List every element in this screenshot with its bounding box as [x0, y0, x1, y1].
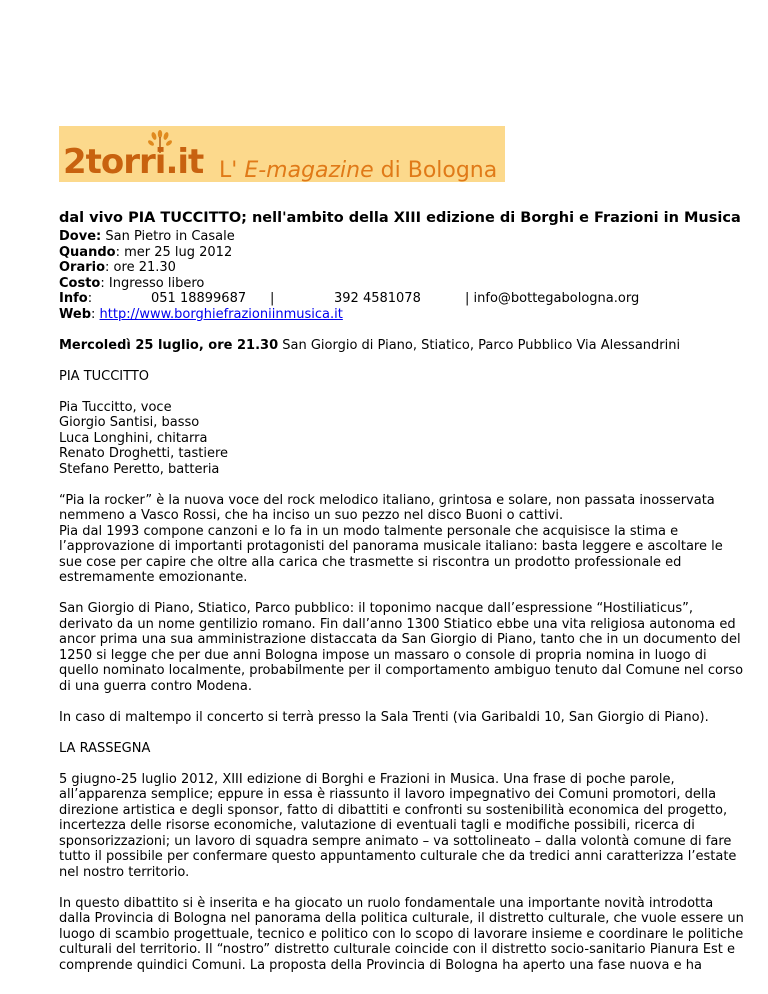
- event-web: [59, 307, 745, 323]
- info-colon: :: [87, 291, 93, 306]
- text-line: San Giorgio di Piano, Stiatico, Parco pubblico: il toponimo nacque dall’espressione “Hostiliaticus”,: [59, 601, 694, 616]
- quando-value: : mer 25 lug 2012: [115, 244, 233, 260]
- text-line: incertezza delle risorse economiche, valutazione di eventuali tagli e modifiche possibili, ricerca di: [59, 818, 695, 833]
- text-line: l’approvazione di importanti protagonisti del panorama musicale italiano: basta leggere e ascoltare le: [59, 539, 723, 554]
- site-tagline: [219, 159, 497, 183]
- costo-value: : Ingresso libero: [100, 275, 205, 291]
- lineup-item: Giorgio Santisi, basso: [59, 415, 200, 430]
- web-colon: :: [91, 306, 100, 322]
- event-title: dal vivo PIA TUCCITTO; nell'ambito della XIII edizione di Borghi e Frazioni in Musica: [59, 210, 741, 226]
- text-line: ancor prima una sua amministrazione distaccata da San Giorgio di Piano, tanto che in un documento del: [59, 632, 741, 647]
- text-line: 1250 si legge che per due anni Bologna impose un massaro o console di propria nomina in luogo di: [59, 647, 707, 663]
- tagline-suffix: di Bologna: [373, 158, 498, 183]
- text-line: nel nostro territorio.: [59, 864, 190, 880]
- orario-label: Orario: [59, 260, 106, 275]
- paragraph-artist: [59, 493, 745, 586]
- text-line: tutto il possibile per confermare questo appuntamento culturale che da tredici anni caratterizza l’estate: [59, 849, 737, 864]
- site-logo[interactable]: [61, 127, 211, 179]
- artist-heading: PIA TUCCITTO: [59, 368, 150, 384]
- event-date: [59, 245, 745, 261]
- dove-value: San Pietro in Casale: [101, 229, 235, 244]
- site-banner[interactable]: [59, 126, 505, 182]
- text-line: direzione artistica e degli sponsor, fatto di dibattiti e confronti su sostenibilità economica del progetto,: [59, 802, 728, 818]
- lineup-item: Renato Droghetti, tastiere: [59, 446, 229, 461]
- text-line: derivato da un nome gentilizio romano. Fin dall’anno 1300 Stiatico ebbe una vita religiosa autonoma ed: [59, 616, 736, 632]
- info-label: Info: [59, 291, 88, 306]
- text-line: Pia dal 1993 compone canzoni e lo fa in un modo talmente personale che acquisisce la stima e: [59, 523, 679, 539]
- paragraph-distretto: [59, 896, 745, 974]
- lineup-item: Stefano Peretto, batteria: [59, 461, 220, 477]
- event-info: [59, 291, 745, 307]
- text-line: all’apparenza semplice; eppure in essa è riassunto il lavoro impegnativo dei Comuni promotori, della: [59, 787, 717, 802]
- text-line: comprende quindici Comuni. La proposta della Provincia di Bologna ha aperto una fase nuova e ha: [59, 957, 702, 973]
- event-cost: [59, 276, 745, 292]
- event-date-line: [59, 338, 745, 354]
- lineup-item: Pia Tuccitto, voce: [59, 399, 172, 415]
- event-location: [59, 229, 745, 245]
- text-line: nemmeno a Vasco Rossi, che ha inciso un suo pezzo nel disco Buoni o cattivi.: [59, 508, 564, 523]
- lineup-item: Luca Longhini, chitarra: [59, 430, 208, 446]
- tagline-prefix: L': [219, 158, 245, 183]
- orario-value: : ore 21.30: [105, 260, 176, 275]
- quando-label: Quando: [59, 244, 116, 260]
- paragraph-location: [59, 601, 745, 694]
- article: [59, 210, 745, 973]
- info-separator: |: [270, 291, 275, 306]
- text-line: In questo dibattito si è inserita e ha giocato un ruolo fondamentale una importante novità introdotta: [59, 895, 714, 911]
- text-line: “Pia la rocker” è la nuova voce del rock melodico italiano, grintosa e solare, non passata inosservata: [59, 492, 715, 508]
- dove-label: Dove:: [59, 229, 102, 244]
- rassegna-heading: LA RASSEGNA: [59, 740, 151, 756]
- text-line: sue cose per capire che oltre alla carica che trasmette si riscontra un prodotto professionale ed: [59, 554, 682, 570]
- lineup-list: [59, 400, 745, 478]
- costo-label: Costo: [59, 275, 101, 291]
- text-line: estremamente emozionante.: [59, 570, 248, 585]
- web-label: Web: [59, 306, 91, 322]
- info-phone-2: 392 4581078: [334, 291, 421, 306]
- text-line: di una guerra contro Modena.: [59, 678, 252, 694]
- event-time: [59, 260, 745, 276]
- info-email: | info@bottegabologna.org: [465, 291, 640, 306]
- date-bold: Mercoledì 25 luglio, ore 21.30: [59, 337, 279, 353]
- paragraph-weather: In caso di maltempo il concerto si terrà presso la Sala Trenti (via Garibaldi 10, San Giorgio di Piano).: [59, 709, 709, 725]
- text-line: dalla Provincia di Bologna nel panorama della politica culturale, il distretto culturale, che vuole essere un: [59, 911, 744, 926]
- text-line: 5 giugno-25 luglio 2012, XIII edizione di Borghi e Frazioni in Musica. Una frase di poche parole,: [59, 771, 675, 787]
- tagline-emphasis: E-magazine: [244, 158, 374, 183]
- paragraph-rassegna: [59, 772, 745, 881]
- date-place: San Giorgio di Piano, Stiatico, Parco Pubblico Via Alessandrini: [278, 337, 681, 353]
- logo-text: 2torri.it: [63, 142, 204, 179]
- text-line: quello nominato localmente, probabilmente per il comportamento ambiguo tenuto dal Comune nel corso: [59, 663, 744, 678]
- text-line: sponsorizzazioni; un lavoro di squadra sempre animato – va sottolineato – dalla volontà comune di fare: [59, 833, 732, 849]
- info-phone-1: 051 18899687: [151, 291, 247, 306]
- text-line: luogo di scambio progettuale, tecnico e politico con lo scopo di lavorare insieme e coordinare le politiche: [59, 926, 744, 942]
- text-line: culturali del territorio. Il “nostro” distretto culturale coincide con il distretto socio-sanitario Pianura Est e: [59, 942, 736, 957]
- web-link[interactable]: http://www.borghiefrazioniinmusica.it: [99, 306, 343, 322]
